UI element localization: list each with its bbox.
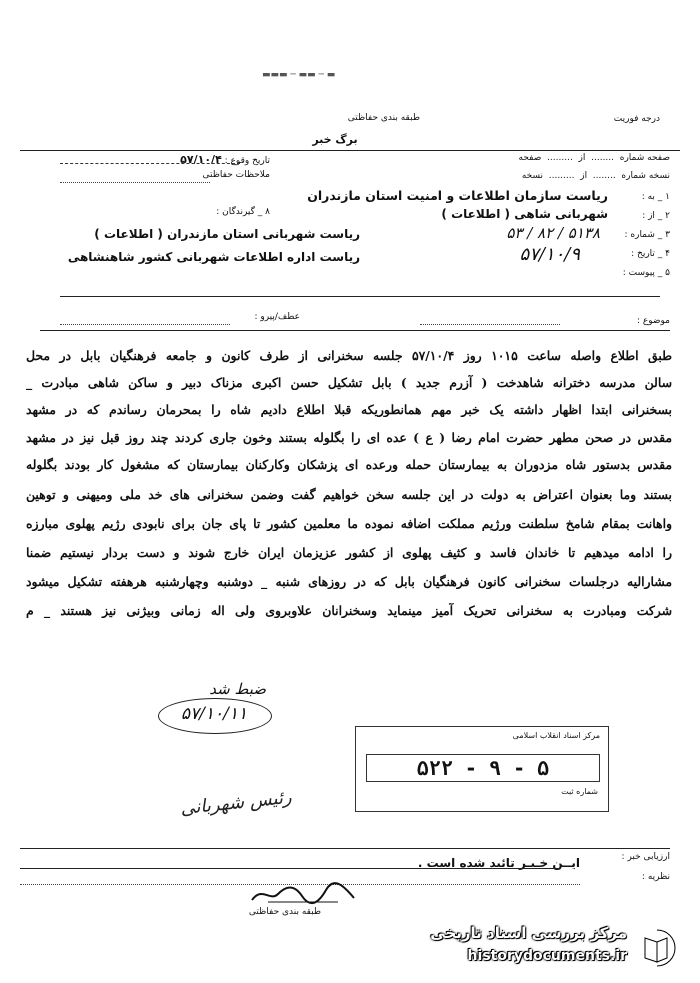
- signature: رئیس شهربانی: [179, 786, 293, 820]
- recipient-1: ریاست شهربانی استان مازندران ( اطلاعات ): [94, 227, 360, 241]
- copy-unit: نسخه: [521, 171, 544, 181]
- classification-bottom: طبقه بندی حفاظتی: [248, 907, 322, 917]
- field-4-value: ۵۷/۱۰/۹: [519, 244, 580, 265]
- branding-url: historydocuments.ir: [467, 948, 627, 964]
- book-logo-icon: [633, 924, 681, 972]
- opinion-value: ایــن خـبـر تائید شده است .: [417, 856, 580, 870]
- form-title: برگ خبر: [312, 133, 358, 146]
- stamp-header: مرکز اسناد انقلاب اسلامی: [512, 731, 600, 740]
- field-3-label: ۳ _ شماره :: [624, 230, 670, 240]
- body-line-9: مشارالیه درجلسات سخنرانی کانون فرهنگیان بابل که در روزهای شنبه _ دوشنبه وچهارشنبه هرهفته تشکیل میشود: [26, 574, 672, 589]
- body-line-8: را ادامه میدهیم تا خاندان فاسد و کثیف پهلوی از کشور عزیزمان ایران خارج شوند و دست بردار نیستیم ضمنا: [26, 545, 672, 560]
- recipients-label: ۸ _ گیرندگان :: [216, 207, 270, 217]
- recipient-2: ریاست اداره اطلاعات شهربانی کشور شاهنشاهی: [67, 250, 360, 264]
- copy-no-label: نسخه شماره: [621, 171, 670, 181]
- protection-notes-label: ملاحظات حفاظتی: [202, 170, 270, 180]
- page-no-label: صفحه شماره: [619, 153, 670, 163]
- body-line-4: مقدس در صحن مطهر حضرت امام رضا ( ع ) عده ای را بگلوله بستند وخون جاری کردند چند روز قبل نیز در مشهد: [26, 430, 672, 445]
- field-3-value: ۵۱۳۸ / ۸۲ / ۵۳: [506, 224, 600, 242]
- field-4-label: ۴ _ تاریخ :: [631, 249, 670, 259]
- field-2-label: ۲ _ از :: [642, 211, 670, 221]
- field-2-value: شهربانی شاهی ( اطلاعات ): [441, 207, 608, 221]
- urgency-label: درجه فوریت: [613, 114, 660, 124]
- subject-bottom-rule: [40, 330, 670, 331]
- subject-label: موضوع :: [636, 316, 670, 326]
- body-line-2: سالن مدرسه دخترانه شاهدخت ( آزرم جدید ) بابل تشکیل حسن اکبری مزناک دبیر و ساکن شاهی مبادرت _: [26, 375, 672, 390]
- event-date-label: تاریخ وقوع :: [224, 156, 270, 166]
- reference-line: [60, 324, 230, 325]
- classification-top: طبقه بندی حفاظتی: [347, 113, 420, 123]
- stamp-label: شماره ثبت: [561, 787, 598, 796]
- branding-name: مرکز بررسی اسناد تاریخی: [430, 924, 627, 942]
- footer-top-rule: [20, 848, 670, 849]
- top-faded-mark: ▬▬▬ ─ ▬▬ ─ ▬: [262, 70, 336, 80]
- opinion-label: نظریه :: [641, 872, 670, 882]
- page-number-row: صفحه شماره ........ از ......... صفحه: [518, 153, 670, 163]
- copy-from: از: [580, 171, 588, 181]
- page-from: از: [578, 153, 586, 163]
- subject-top-rule: [60, 296, 660, 297]
- body-line-6: بستند وما بعنوان اعتراض به دولت در این جلسه سخن خواهیم گفت وضمن سخنرانی های خد ملی ومیهنی و توهین: [26, 487, 672, 502]
- body-line-3: بسخنرانی ابتدا اظهار داشته یک خبر مهم همانطوریکه قبلا اطلاع دادیم شاه را بمحرمان رساندم که در مشهد: [26, 402, 672, 417]
- bottom-signature-icon: [248, 880, 358, 908]
- archive-note: ضبط شد: [209, 680, 266, 698]
- oval-date: ۵۷/۱۰/۱۱: [180, 704, 248, 724]
- field-1-label: ۱ _ به :: [641, 192, 670, 202]
- field-5-label: ۵ _ پیوست :: [622, 268, 670, 278]
- body-line-5: مقدس بدستور شاه مزدوران به بیمارستان حمله ورعده ای پزشکان وکارکنان بیمارستان که مشغول کار بودند بگلوله: [26, 457, 672, 472]
- body-line-7: واهانت بمقام شامخ سلطنت ورژیم مملکت اضافه نموده ما معلمین کشور تا پای جان برای نابودی رژیم پهلوی مبارزه: [26, 516, 672, 531]
- stamp-number: ۵۲۲ - ۹ - ۵: [366, 754, 600, 782]
- page-unit: صفحه: [518, 153, 542, 163]
- event-date-row: [120, 153, 270, 166]
- event-date-value: ۵۷/۱۰/۴: [180, 153, 222, 166]
- body-line-1: طبق اطلاع واصله ساعت ۱۰۱۵ روز ۵۷/۱۰/۴ جلسه سخنرانی از طرف کانون و جامعه فرهنگیان بابل در محل: [26, 348, 672, 363]
- event-date-line: [60, 163, 240, 164]
- subject-line: [420, 324, 560, 325]
- copy-number-row: نسخه شماره ........ از ......... نسخه: [521, 171, 670, 181]
- header-rule: [20, 150, 680, 151]
- branding-block: [405, 920, 685, 976]
- field-1-value: ریاست سازمان اطلاعات و امنیت استان مازندران: [307, 188, 608, 203]
- notes-line: [60, 182, 210, 183]
- reference-label: عطف/پیرو :: [254, 312, 300, 322]
- footer-mid-rule: [20, 868, 560, 869]
- registration-stamp: [355, 726, 609, 812]
- evaluation-label: ارزیابی خبر :: [621, 852, 670, 862]
- body-line-10: شرکت ومبادرت به سخنرانی تحریک آمیز مینماید وسخنرانان علاوبروی ولی اله زمانی وبیژنی نیز هستند _ م: [26, 603, 672, 618]
